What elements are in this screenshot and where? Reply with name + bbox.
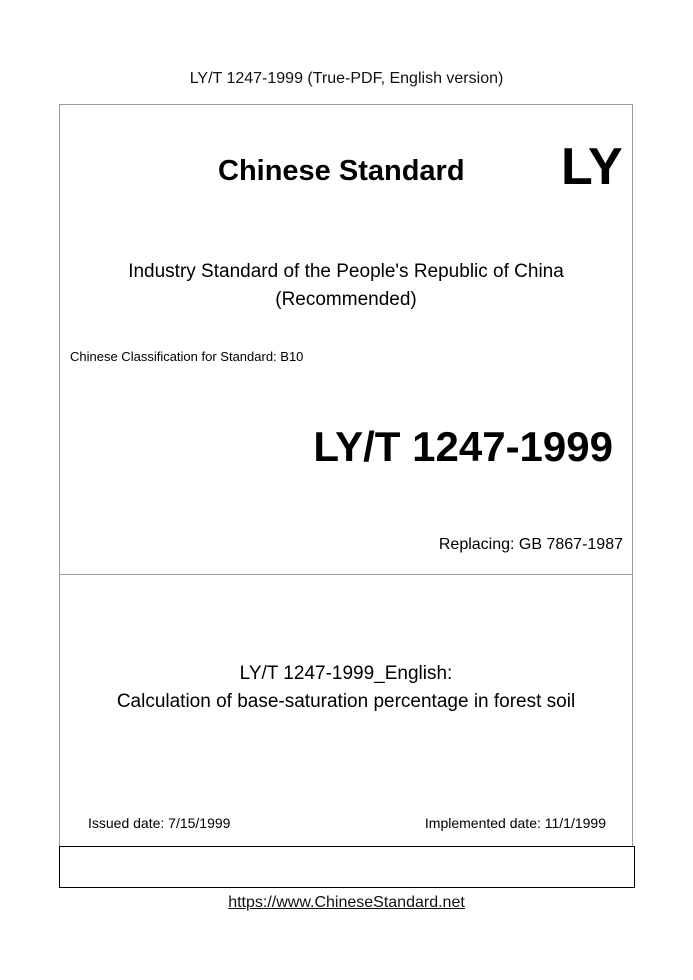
document-header: LY/T 1247-1999 (True-PDF, English version)	[189, 70, 504, 87]
description-line-2: Calculation of base-saturation percentage in forest soil	[116, 691, 576, 712]
industry-line-1: Industry Standard of the People's Republic of China	[128, 261, 564, 282]
standard-code: LY	[561, 138, 623, 196]
cover-title: Chinese Standard	[218, 155, 465, 187]
standard-number: LY/T 1247-1999	[313, 423, 613, 470]
industry-line-2: (Recommended)	[275, 289, 417, 310]
implemented-date: Implemented date: 11/1/1999	[424, 815, 606, 831]
replacing-note: Replacing: GB 7867-1987	[438, 536, 623, 553]
classification: Chinese Classification for Standard: B10	[70, 349, 304, 364]
issued-date: Issued date: 7/15/1999	[88, 815, 231, 831]
standard-description	[59, 660, 633, 716]
industry-statement	[59, 258, 633, 314]
description-line-1: LY/T 1247-1999_English:	[239, 663, 453, 684]
website-link[interactable]: https://www.ChineseStandard.net	[228, 894, 465, 911]
cover-bottom-frame	[59, 846, 635, 888]
